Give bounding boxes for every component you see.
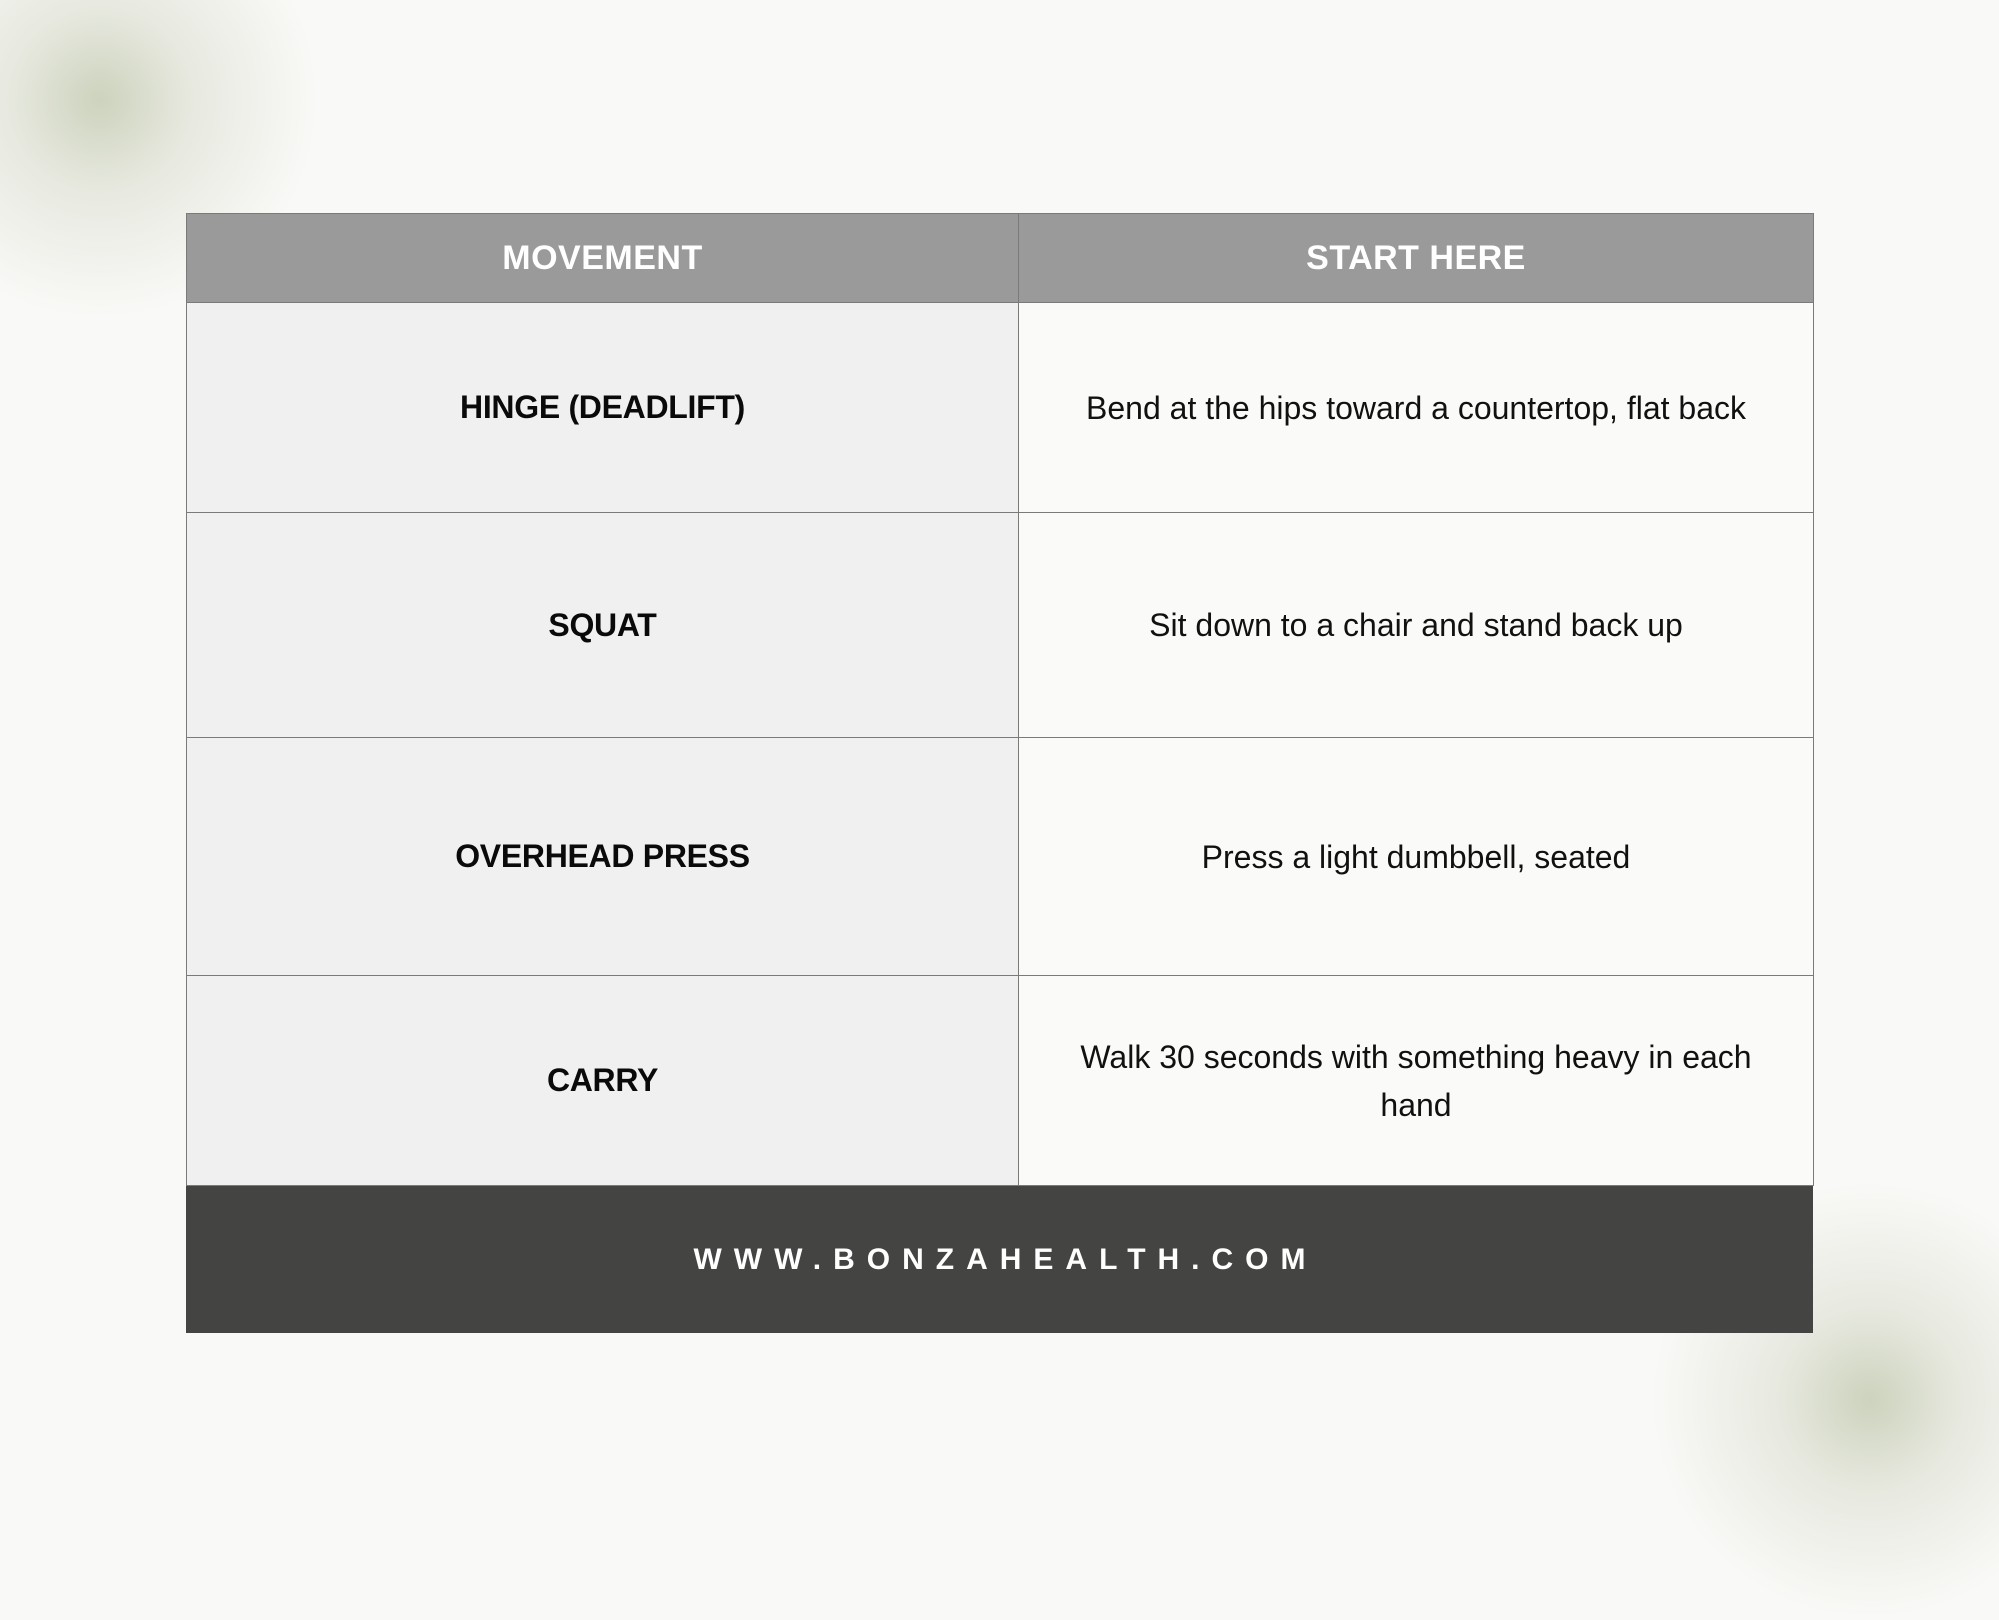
start-here-cell: Press a light dumbbell, seated bbox=[1019, 738, 1814, 976]
movement-cell: HINGE (DEADLIFT) bbox=[187, 303, 1019, 513]
start-here-cell: Walk 30 seconds with something heavy in each hand bbox=[1019, 976, 1814, 1186]
movement-table bbox=[186, 213, 1814, 1186]
movement-cell: CARRY bbox=[187, 976, 1019, 1186]
movement-cell: OVERHEAD PRESS bbox=[187, 738, 1019, 976]
start-here-cell: Sit down to a chair and stand back up bbox=[1019, 513, 1814, 738]
footer-bar bbox=[186, 1186, 1813, 1333]
header-movement: MOVEMENT bbox=[187, 214, 1019, 303]
table-header-row bbox=[187, 214, 1814, 303]
table-row bbox=[187, 976, 1814, 1186]
movement-guide-card bbox=[186, 213, 1813, 1333]
movement-cell: SQUAT bbox=[187, 513, 1019, 738]
header-start-here: START HERE bbox=[1019, 214, 1814, 303]
table-row bbox=[187, 513, 1814, 738]
footer-website-url: WWW.BONZAHEALTH.COM bbox=[693, 1242, 1318, 1276]
start-here-cell: Bend at the hips toward a countertop, flat back bbox=[1019, 303, 1814, 513]
table-row bbox=[187, 738, 1814, 976]
table-row bbox=[187, 303, 1814, 513]
